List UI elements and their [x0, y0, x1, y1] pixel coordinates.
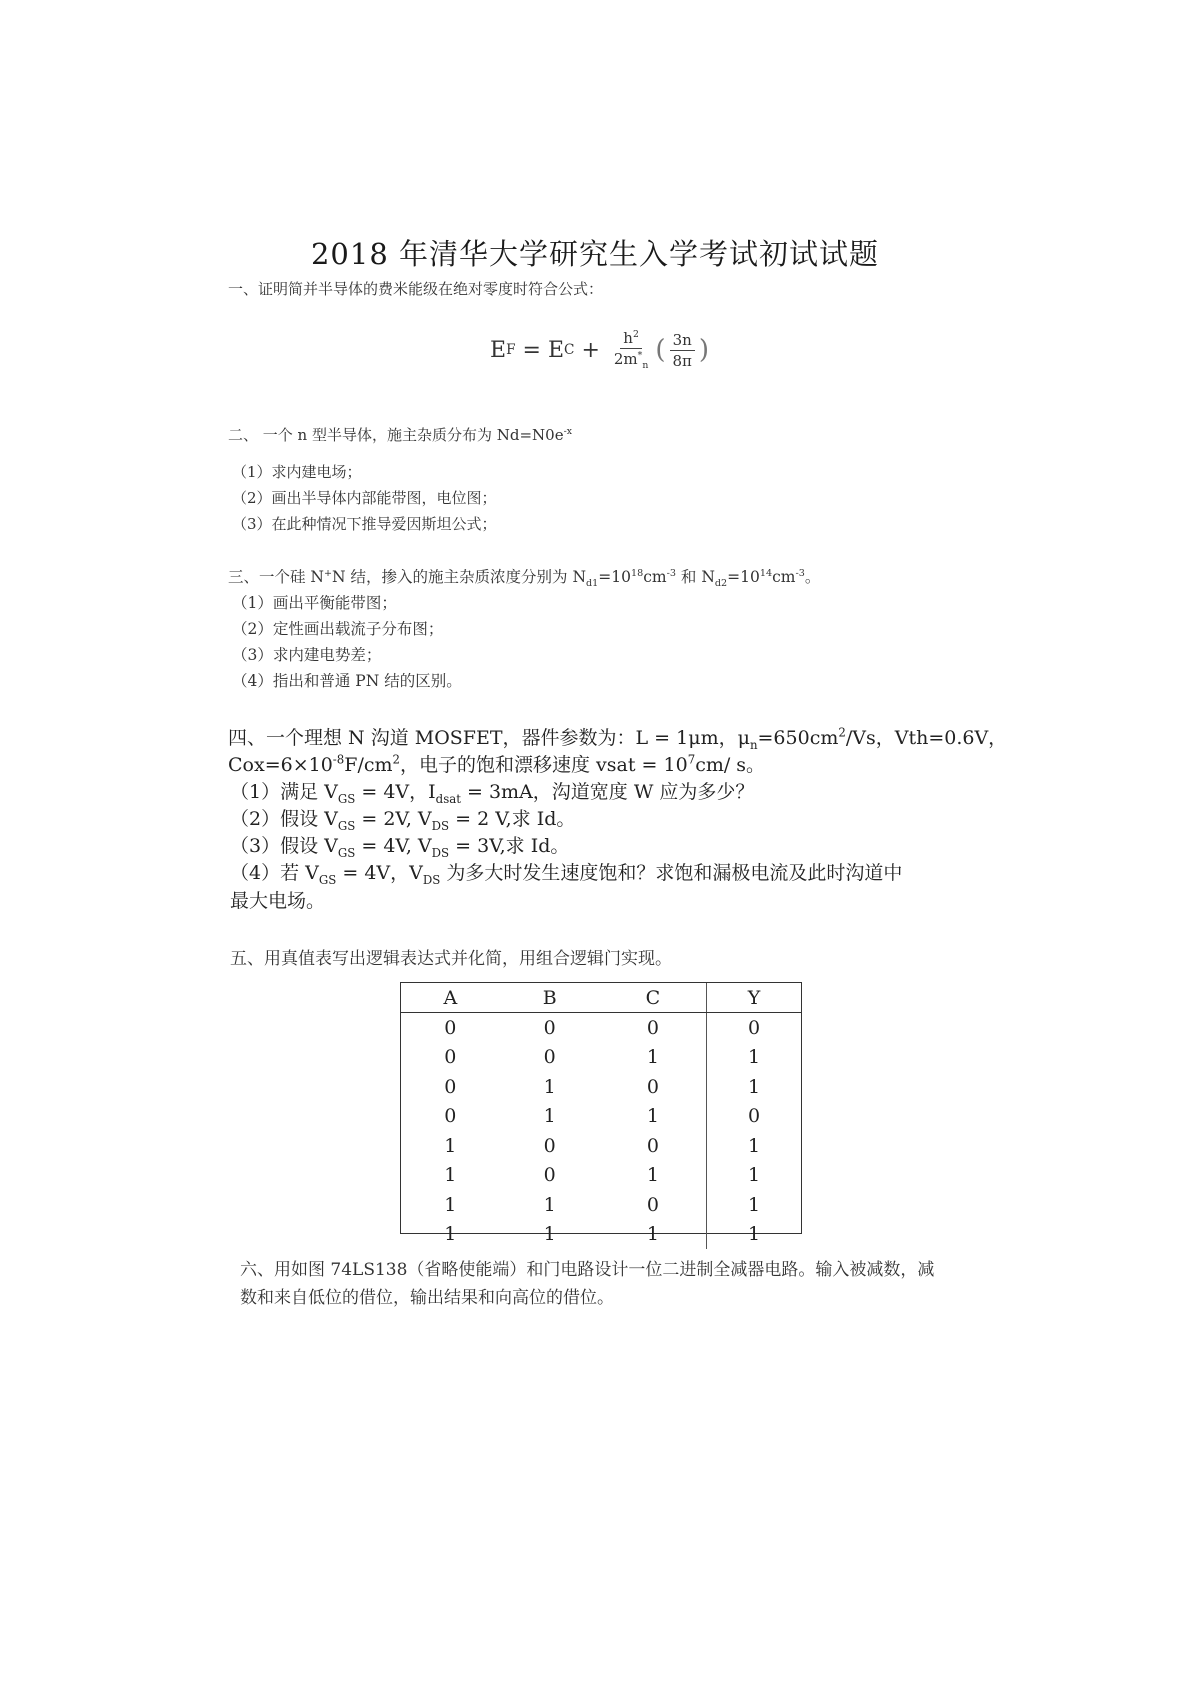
table-row: [401, 1013, 801, 1043]
header-b: B: [500, 983, 600, 1013]
cell: 1: [543, 1223, 556, 1246]
cell: 1: [444, 1164, 457, 1187]
q3-item-4: （4）指出和普通 PN 结的区别。: [232, 672, 462, 690]
q4-i1-sub1: GS: [337, 791, 356, 806]
q4-mu-sub: n: [749, 737, 758, 752]
truth-table-grid: [401, 983, 801, 1249]
q4-line2-b: F/cm: [344, 754, 393, 776]
cell: 1: [646, 1046, 659, 1069]
q4-line2-sup2: 2: [392, 752, 401, 767]
q4-line2-sup1: -8: [332, 752, 345, 767]
cell: 0: [646, 1016, 659, 1039]
formula-c-sub: C: [564, 342, 575, 358]
q4-line2-d: cm/ s。: [695, 754, 766, 776]
frac1-den-sup: *: [637, 350, 643, 361]
cell: 0: [444, 1075, 457, 1098]
formula-eq: = E: [515, 337, 565, 363]
cell: 1: [707, 1220, 801, 1250]
q4-item-2: [230, 804, 575, 833]
q4-i2-b: = 2V, V: [355, 808, 432, 830]
q3-head-plus: +: [324, 567, 333, 579]
cell: 1: [543, 1075, 556, 1098]
frac1-num-sup: 2: [632, 329, 639, 340]
formula-lhs-sub: F: [506, 342, 516, 358]
cell: 0: [707, 1102, 801, 1132]
truth-table: [400, 982, 802, 1246]
q4-line-1: [228, 723, 1007, 752]
q3-item-3: （3）求内建电势差；: [232, 646, 382, 664]
cell: 0: [444, 1016, 457, 1039]
q4-i4-sub2: DS: [422, 872, 441, 887]
paren-close-icon: ): [698, 335, 710, 365]
table-row: [401, 1190, 801, 1220]
table-row: [401, 1043, 801, 1073]
cell: 1: [543, 1193, 556, 1216]
frac1-den: 2m: [613, 350, 638, 368]
cell: 1: [444, 1134, 457, 1157]
header-c: C: [600, 983, 707, 1013]
q3-exp-unit1: -3: [666, 567, 676, 579]
q3-exp-unit2: -3: [795, 567, 805, 579]
cell: 1: [646, 1105, 659, 1128]
q4-line-2: [228, 750, 765, 777]
q4-i3-a: （3）假设 V: [230, 835, 338, 857]
q3-head-h: 。: [804, 568, 821, 586]
cell: 1: [707, 1161, 801, 1191]
formula-plus: +: [574, 337, 607, 363]
table-row: [401, 1131, 801, 1161]
frac1-num: h: [623, 329, 633, 347]
q3-head-b: N 结，掺入的施主杂质浓度分别为 N: [332, 568, 587, 586]
cell: 1: [646, 1223, 659, 1246]
cell: 1: [444, 1223, 457, 1246]
q3-head-g: cm: [772, 568, 796, 586]
q2-item-2: （2）画出半导体内部能带图，电位图；: [232, 489, 497, 507]
q4-item-3: [230, 831, 569, 860]
paren-open-icon: (: [655, 335, 666, 365]
q4-i3-sub1: GS: [337, 845, 356, 860]
q3-head-f: =10: [727, 568, 760, 586]
formula-frac-2: [669, 331, 694, 370]
cell: 1: [707, 1190, 801, 1220]
cell: 1: [444, 1193, 457, 1216]
q4-i2-c: = 2 V,求 Id。: [449, 808, 576, 830]
q4-line2-sup3: 7: [687, 752, 696, 767]
cell: 1: [646, 1164, 659, 1187]
q3-item-2: （2）定性画出载流子分布图；: [232, 620, 444, 638]
q4-line1-sup: 2: [838, 725, 846, 740]
q6-line-2: 数和来自低位的借位，输出结果和向高位的借位。: [240, 1288, 614, 1308]
q4-item-4-cont: 最大电场。: [230, 890, 326, 912]
cell: 1: [707, 1072, 801, 1102]
table-row: [401, 1161, 801, 1191]
cell: 0: [543, 1164, 556, 1187]
frac2-den: 8π: [672, 351, 692, 370]
cell: 0: [444, 1046, 457, 1069]
q3-item-1: （1）画出平衡能带图；: [232, 594, 397, 612]
cell: 0: [444, 1105, 457, 1128]
truth-table-header-row: [401, 983, 801, 1013]
formula-lhs: E: [490, 337, 507, 363]
q4-item-4: [230, 858, 902, 887]
q2-item-1: （1）求内建电场；: [232, 463, 362, 481]
q3-exp1: 18: [631, 567, 644, 579]
q4-i3-b: = 4V, V: [355, 835, 432, 857]
page-title: 2018 年清华大学研究生入学考试初试试题: [310, 237, 880, 271]
q4-i4-sub1: GS: [318, 872, 337, 887]
q4-i2-a: （2）假设 V: [230, 808, 338, 830]
q4-line2-a: Cox=6×10: [228, 754, 333, 776]
q2-head: [228, 424, 572, 445]
cell: 0: [543, 1016, 556, 1039]
cell: 0: [646, 1075, 659, 1098]
q4-i1-a: （1）满足 V: [230, 781, 338, 803]
q3-head-c: =10: [598, 568, 631, 586]
q1-formula: [490, 320, 709, 380]
q3-head: [228, 565, 820, 589]
q5-text: 五、用真值表写出逻辑表达式并化简，用组合逻辑门实现。: [230, 949, 672, 969]
q4-item-1: [230, 777, 754, 806]
q4-i1-c: = 3mA，沟道宽度 W 应为多少？: [460, 781, 755, 803]
q4-i1-b: = 4V，I: [355, 781, 436, 803]
q2-item-3: （3）在此种情况下推导爱因斯坦公式；: [232, 515, 497, 533]
q6-line-1: 六、用如图 74LS138（省略使能端）和门电路设计一位二进制全减器电路。输入被减数，减: [240, 1260, 935, 1280]
q4-i4-c: 为多大时发生速度饱和？求饱和漏极电流及此时沟道中: [440, 862, 903, 884]
cell: 0: [543, 1046, 556, 1069]
cell: 0: [646, 1193, 659, 1216]
q1-text: 一、证明简并半导体的费米能级在绝对零度时符合公式：: [228, 280, 604, 298]
q3-head-a: 三、一个硅 N: [228, 568, 324, 586]
header-y: Y: [707, 983, 801, 1013]
frac1-den-sub: n: [642, 360, 649, 371]
q3-head-e: 和 N: [675, 568, 715, 586]
q4-line1-a: 四、一个理想 N 沟道 MOSFET，器件参数为：L = 1μm，μ: [228, 727, 750, 749]
header-a: A: [401, 983, 500, 1013]
formula-frac-1: [611, 329, 651, 371]
q4-i1-sub2: dsat: [435, 791, 461, 806]
table-row: [401, 1072, 801, 1102]
table-row: [401, 1220, 801, 1250]
table-row: [401, 1102, 801, 1132]
q3-head-d: cm: [643, 568, 667, 586]
q4-i4-b: = 4V，V: [336, 862, 423, 884]
frac2-num: 3n: [670, 331, 695, 351]
cell: 0: [543, 1134, 556, 1157]
q2-exp: -x: [563, 426, 572, 437]
q4-i2-sub1: GS: [337, 818, 356, 833]
q4-i3-c: = 3V,求 Id。: [449, 835, 570, 857]
q4-i4-a: （4）若 V: [230, 862, 319, 884]
q2-head-text: 二、 一个 n 型半导体，施主杂质分布为 Nd=N0e: [228, 426, 564, 444]
q3-nd2-sub: d2: [714, 578, 728, 590]
cell: 1: [707, 1131, 801, 1161]
q4-i2-sub2: DS: [431, 818, 450, 833]
cell: 1: [543, 1105, 556, 1128]
q3-exp2: 14: [759, 567, 773, 579]
q4-line2-c: ，电子的饱和漂移速度 vsat = 10: [400, 754, 688, 776]
q4-line1-c: /Vs，Vth=0.6V，: [845, 727, 1008, 749]
q4-line1-b: =650cm: [757, 727, 839, 749]
cell: 0: [646, 1134, 659, 1157]
q4-i3-sub2: DS: [431, 845, 450, 860]
cell: 0: [707, 1013, 801, 1043]
q3-nd1-sub: d1: [586, 578, 599, 590]
cell: 1: [707, 1043, 801, 1073]
